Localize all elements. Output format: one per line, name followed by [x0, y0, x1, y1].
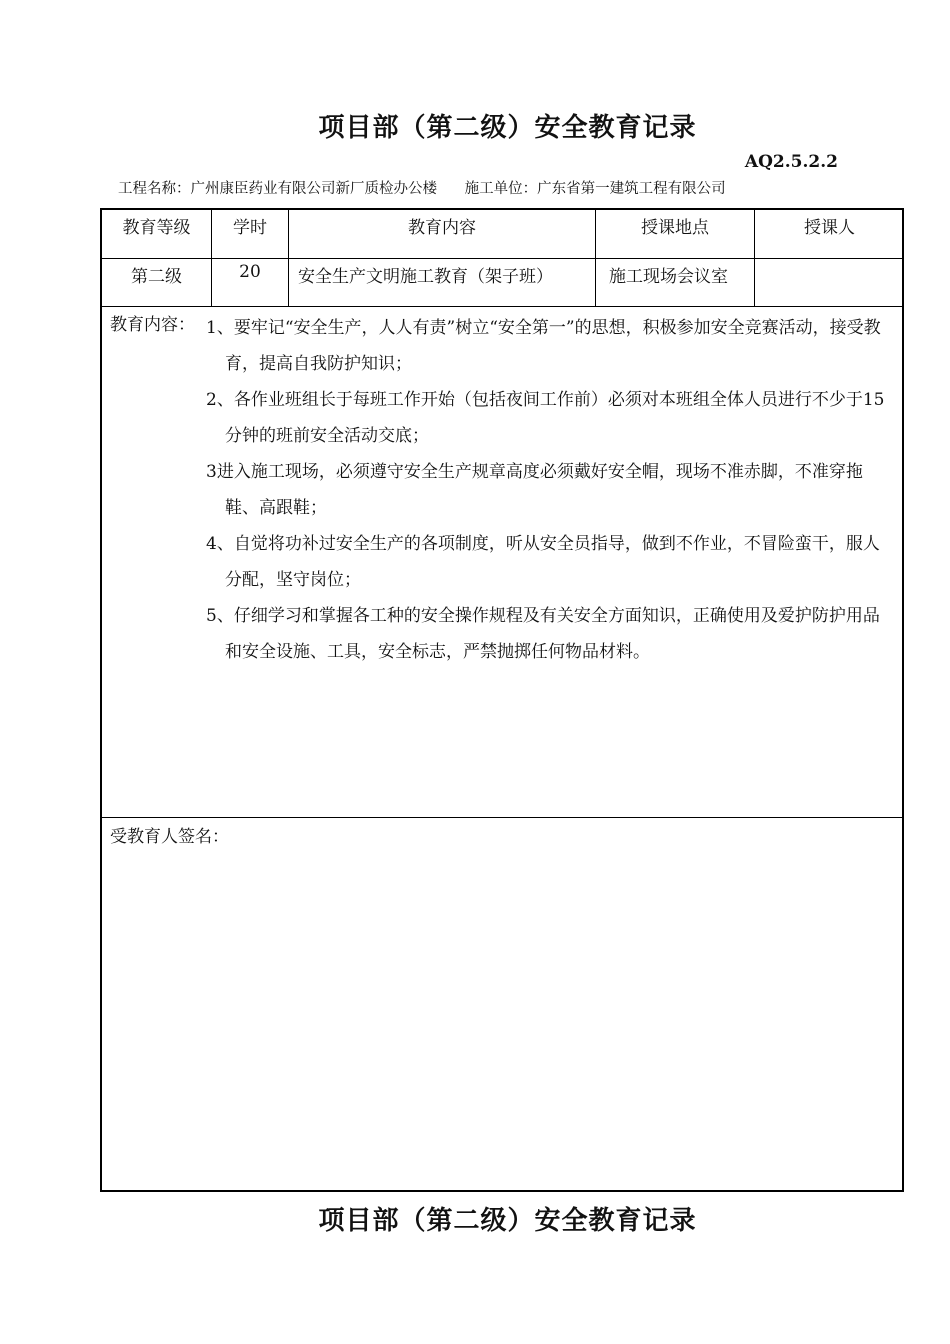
row-divider — [102, 306, 902, 307]
signature-label: 受教育人签名： — [110, 827, 229, 847]
list-item: 3进入施工现场，必须遵守安全生产规章高度必须戴好安全帽，现场不准赤脚，不准穿拖鞋、高跟鞋； — [206, 462, 863, 518]
header-content: 教育内容 — [408, 218, 476, 238]
cell-level: 第二级 — [131, 267, 182, 287]
list-item: 2、各作业班组长于每班工作开始（包括夜间工作前）必须对本班组全体人员进行不少于15分钟的班前安全活动交底； — [206, 390, 885, 446]
footer-title: 项目部（第二级）安全教育记录 — [318, 1206, 697, 1236]
list-item: 1、要牢记“安全生产，人人有责”树立“安全第一”的思想，积极参加安全竞赛活动，接受教育，提高自我防护知识； — [206, 318, 881, 374]
header-instructor: 授课人 — [804, 218, 855, 238]
list-item: 5、仔细学习和掌握各工种的安全操作规程及有关安全方面知识，正确使用及爱护防护用品和安全设施、工具，安全标志，严禁抛掷任何物品材料。 — [206, 606, 880, 662]
record-table — [100, 208, 904, 1192]
list-item: 4、自觉将功补过安全生产的各项制度，听从安全员指导，做到不作业，不冒险蛮干，服人分配，坚守岗位； — [206, 534, 880, 590]
project-name: 工程名称：广州康臣药业有限公司新厂质检办公楼 — [118, 181, 437, 197]
header-level: 教育等级 — [122, 218, 191, 238]
document-code: AQ2.5.2.2 — [744, 152, 838, 172]
contractor-name: 施工单位：广东省第一建筑工程有限公司 — [464, 181, 726, 197]
row-divider — [102, 258, 902, 259]
cell-location: 施工现场会议室 — [609, 267, 728, 287]
content-list — [206, 310, 896, 670]
row-divider — [102, 817, 902, 818]
page-title: 项目部（第二级）安全教育记录 — [318, 113, 697, 143]
header-hours: 学时 — [233, 218, 267, 238]
cell-hours: 20 — [239, 262, 261, 282]
project-info — [118, 177, 726, 198]
cell-content: 安全生产文明施工教育（架子班） — [298, 267, 553, 287]
content-label: 教育内容： — [110, 315, 195, 335]
header-location: 授课地点 — [641, 218, 709, 238]
